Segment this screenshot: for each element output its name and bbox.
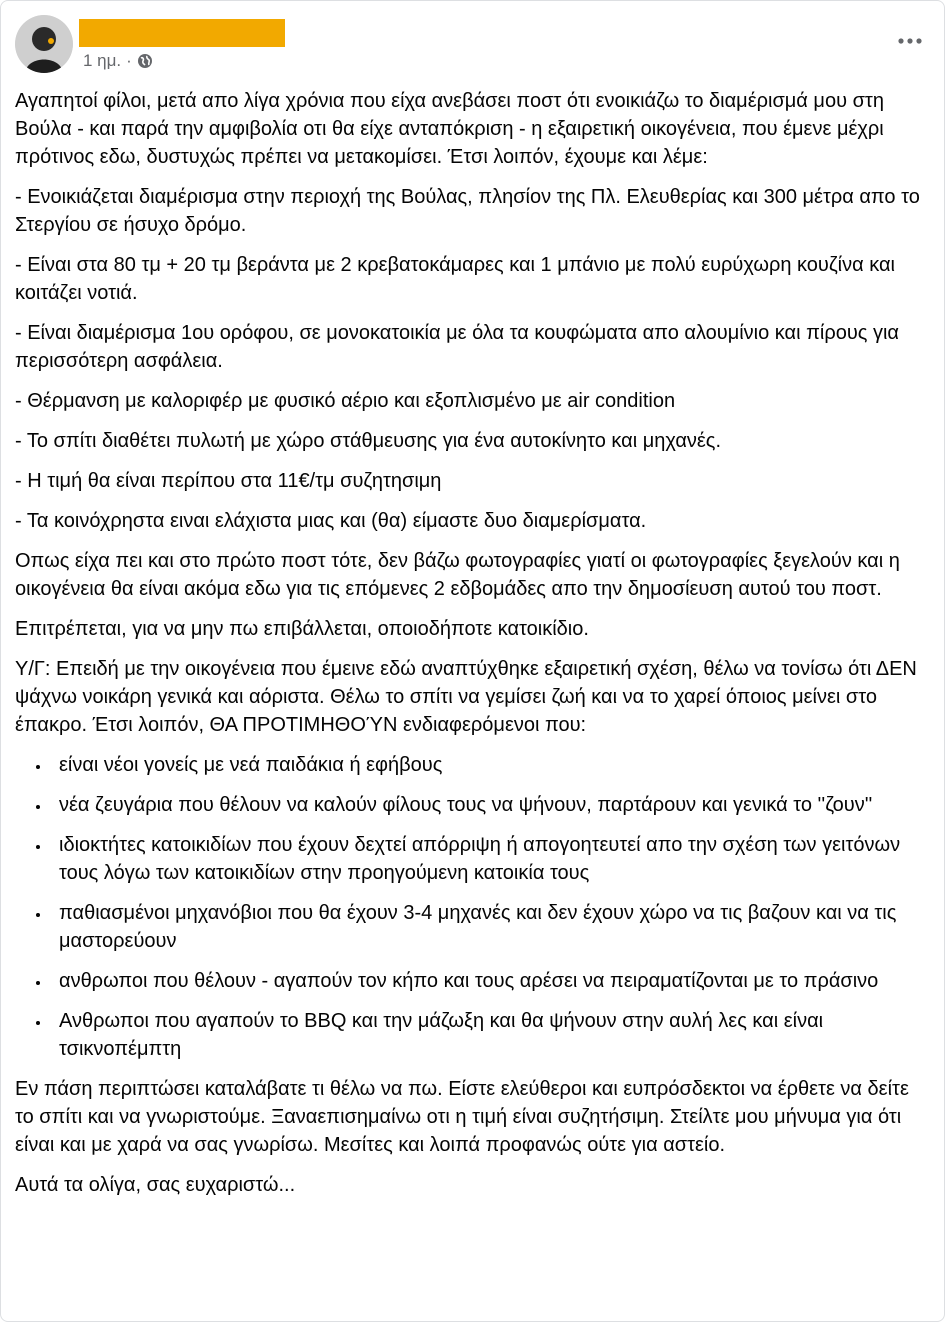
post-paragraph: - Είναι διαμέρισμα 1ου ορόφου, σε μονοκατοικία με όλα τα κουφώματα απο αλουμίνιο και πίρους για περισσότερη ασφάλεια. bbox=[15, 322, 899, 372]
post-paragraph: Αγαπητοί φίλοι, μετά απο λίγα χρόνια που είχα ανεβάσει ποστ ότι ενοικιάζω το διαμέρισμά μου στη Βούλα - και παρά την αμφιβολία οτι θα είχε ανταπόκριση - η εξαιρετική οικογένεια, που έμενε μέχρι πρότινος εδω, δυστυχώς πρέπει να μετακομίσει. Έτσι λοιπόν, έχουμε και λέμε: bbox=[15, 90, 884, 168]
post-paragraph: Υ/Γ: Επειδή με την οικογένεια που έμεινε εδώ αναπτύχθηκε εξαιρετική σχέση, θέλω να τονίσω ότι ΔΕΝ ψάχνω νοικάρη γενικά και αόριστα. Θέλω το σπίτι να γεμίσει ζωή και να το χαρεί όποιος μείνει στο έπακρο. Έτσι λοιπόν, ΘΑ ΠΡΟΤΙΜΗΘΟΎΝ ενδιαφερόμενοι που: bbox=[15, 658, 917, 736]
more-options-icon[interactable] bbox=[896, 33, 924, 49]
list-item: • ανθρωποι που θέλουν - αγαπούν τον κήπο και τους αρέσει να πειραματίζονται με το πράσινο bbox=[51, 967, 928, 995]
list-item: • είναι νέοι γονείς με νεά παιδάκια ή εφήβους bbox=[51, 751, 928, 779]
post-paragraph: - Το σπίτι διαθέτει πυλωτή με χώρο στάθμευσης για ένα αυτοκίνητο και μηχανές. bbox=[15, 430, 721, 452]
post-meta bbox=[83, 51, 153, 71]
post-body bbox=[15, 87, 928, 1211]
globe-icon[interactable] bbox=[137, 53, 153, 69]
post-paragraph: - Ενοικιάζεται διαμέρισμα στην περιοχή της Βούλας, πλησίον της Πλ. Ελευθερίας και 300 μέτρα απο το Στεργίου σε ήσυχο δρόμο. bbox=[15, 186, 920, 236]
post-paragraph: Οπως είχα πει και στο πρώτο ποστ τότε, δεν βάζω φωτογραφίες γιατί οι φωτογραφίες ξεγελούν και η οικογένεια θα είναι ακόμα εδω για τις επόμενες 2 εδβομάδες απο την δημοσίευση αυτού του ποστ. bbox=[15, 550, 900, 600]
avatar[interactable] bbox=[15, 15, 73, 73]
post-paragraph: Εν πάση περιπτώσει καταλάβατε τι θέλω να πω. Είστε ελεύθεροι και ευπρόσδεκτοι να έρθετε να δείτε το σπίτι και να γνωριστούμε. Ξαναεπισημαίνω οτι η τιμή είναι συζητήσιμη. Στείλτε μου μήνυμα για ότι είναι και με χαρά να σας γνωρίσω. Μεσίτες και λοιπά προφανώς ούτε για αστείο. bbox=[15, 1078, 909, 1156]
meta-separator: · bbox=[126, 51, 132, 70]
post-header bbox=[15, 15, 930, 79]
avatar-image bbox=[15, 15, 73, 73]
post-paragraph: - Η τιμή θα είναι περίπου στα 11€/τμ συζητησιμη bbox=[15, 470, 442, 492]
post-paragraph: - Είναι στα 80 τμ + 20 τμ βεράντα με 2 κρεβατοκάμαρες και 1 μπάνιο με πολύ ευρύχωρη κουζίνα και κοιτάζει νοτιά. bbox=[15, 254, 895, 304]
list-item: • νέα ζευγάρια που θέλουν να καλούν φίλους τους να ψήνουν, παρτάρουν και γενικά το ''ζουν'' bbox=[51, 791, 928, 819]
post-timestamp[interactable]: 1 ημ. bbox=[83, 51, 122, 70]
list-item: • Ανθρωποι που αγαπούν το BBQ και την μάζωξη και θα ψήνουν στην αυλή λες και είναι τσικνοπέμπτη bbox=[51, 1007, 928, 1063]
author-name-redaction[interactable] bbox=[79, 19, 285, 47]
post-paragraph: Αυτά τα ολίγα, σας ευχαριστώ... bbox=[15, 1174, 296, 1196]
post-paragraph: - Θέρμανση με καλοριφέρ με φυσικό αέριο και εξοπλισμένο με air condition bbox=[15, 390, 676, 412]
preference-list bbox=[15, 751, 928, 1063]
list-item: • παθιασμένοι μηχανόβιοι που θα έχουν 3-4 μηχανές και δεν έχουν χώρο να τις βαζουν και να τις μαστορεύουν bbox=[51, 899, 928, 955]
post-paragraph: - Τα κοινόχρηστα ειναι ελάχιστα μιας και (θα) είμαστε δυο διαμερίσματα. bbox=[15, 510, 647, 532]
post-paragraph: Επιτρέπεται, για να μην πω επιβάλλεται, οποιοδήποτε κατοικίδιο. bbox=[15, 618, 589, 640]
list-item: • ιδιοκτήτες κατοικιδίων που έχουν δεχτεί απόρριψη ή απογοητευτεί απο την σχέση των γειτόνων τους λόγω των κατοικιδίων στην προηγούμενη κατοικία τους bbox=[51, 831, 928, 887]
